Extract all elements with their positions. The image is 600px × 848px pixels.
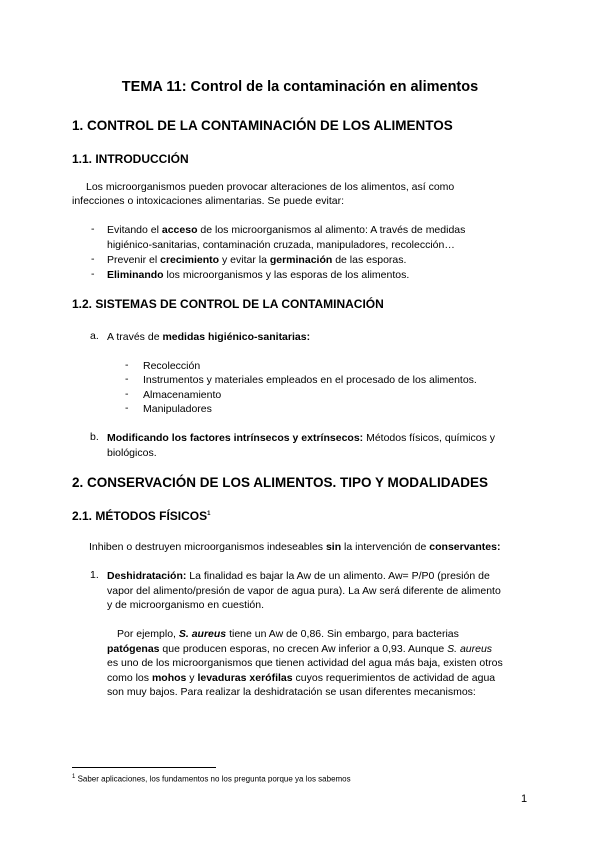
bullet-text: higiénico-sanitarias, contaminación cruzada, manipuladores, recolección… [107, 238, 455, 251]
section-1-1-heading: 1.1. INTRODUCCIÓN [72, 152, 189, 166]
paragraph-text: Inhiben o destruyen microorganismos indeseables [89, 541, 326, 553]
paragraph-text: son muy bajos. Para realizar la deshidratación se usan diferentes mecanismos: [107, 686, 476, 698]
paragraph-text: como los [107, 671, 152, 684]
sub-item-instrumentos: Instrumentos y materiales empleados en el procesado de los alimentos. [143, 374, 477, 386]
bullet-text: y evitar la [219, 254, 270, 266]
section-1-heading: 1. CONTROL DE LA CONTAMINACIÓN DE LOS ALIMENTOS [72, 118, 453, 133]
physical-methods-intro [89, 540, 500, 555]
bullet-text: Prevenir el [107, 254, 161, 266]
bold-term: patógenas [107, 642, 160, 655]
bullet-text: de los microorganismos al alimento: A través de medidas [197, 224, 466, 236]
footnote [72, 774, 351, 784]
bold-term: acceso [161, 224, 198, 236]
bullet-dash: - [91, 268, 95, 280]
bold-term: Eliminando [107, 269, 164, 281]
bullet-text: Evitando el [107, 224, 162, 236]
paragraph-text: que producen esporas, no crecen Aw inferior a 0,93. Aunque [159, 642, 448, 655]
example-paragraph [107, 627, 537, 700]
sub-bullet-dash: - [125, 359, 129, 371]
section-1-2-heading: 1.2. SISTEMAS DE CONTROL DE LA CONTAMINACIÓN [72, 297, 384, 311]
item-text: vapor del alimento/presión de vapor de agua pura). La Aw será diferente de alimento [107, 584, 501, 597]
bold-term: Modificando los factores intrínsecos y extrínsecos: [107, 432, 364, 444]
species-name: S. aureus [178, 628, 227, 640]
intro-paragraph-line-2: infecciones o intoxicaciones alimentarias. Se puede evitar: [72, 195, 344, 207]
section-2-heading: 2. CONSERVACIÓN DE LOS ALIMENTOS. TIPO Y MODALIDADES [72, 475, 489, 490]
paragraph-text: tiene un Aw de 0,86. Sin embargo, para bacterias [226, 628, 459, 640]
list-item-b [107, 431, 527, 460]
item-text: La finalidad es bajar la Aw de un alimento. Aw= P/P0 (presión de [186, 570, 490, 582]
bullet-item-growth [107, 253, 527, 268]
bold-term: sin [325, 541, 342, 553]
footnote-ref[interactable]: 1 [207, 511, 211, 517]
species-name: S. aureus [447, 642, 493, 655]
bullet-dash: - [91, 223, 95, 235]
bullet-item-access [107, 223, 527, 252]
list-item-a [107, 330, 527, 345]
paragraph-text: y [186, 671, 198, 684]
heading-text: 2.1. MÉTODOS FÍSICOS [72, 509, 208, 523]
sub-item-almacenamiento: Almacenamiento [143, 389, 222, 401]
bullet-dash: - [91, 253, 95, 265]
bullet-text: los microorganismos y las esporas de los alimentos. [163, 269, 410, 281]
bold-term: crecimiento [160, 254, 220, 266]
paragraph-text: es uno de los microorganismos que tienen actividad del agua más baja, existen otros [107, 657, 503, 669]
list-item-dehydration [107, 569, 527, 613]
footnote-separator [72, 767, 216, 768]
list-marker-b: b. [90, 431, 99, 443]
paragraph-text: cuyos requerimientos de actividad de agua [292, 671, 496, 684]
bold-term: conservantes: [429, 541, 501, 553]
bullet-text: de las esporas. [332, 254, 407, 266]
paragraph-text: la intervención de [341, 541, 430, 553]
item-text: A través de [107, 331, 163, 343]
bullet-item-eliminate [107, 268, 527, 283]
list-marker-a: a. [90, 330, 99, 342]
footnote-text: Saber aplicaciones, los fundamentos no los pregunta porque ya los sabemos [75, 774, 351, 784]
bold-term: mohos [151, 671, 187, 684]
sub-item-recoleccion: Recolección [143, 360, 201, 372]
item-text: y de microorganismo en cuestión. [107, 599, 264, 611]
paragraph-text: Por ejemplo, [117, 628, 179, 640]
sub-bullet-dash: - [125, 402, 129, 414]
sub-item-manipuladores: Manipuladores [143, 403, 212, 415]
list-marker-1: 1. [90, 569, 99, 581]
intro-paragraph-line-1: Los microorganismos pueden provocar alteraciones de los alimentos, así como [86, 181, 455, 193]
item-text: biológicos. [107, 446, 157, 459]
bold-term: levaduras xerófilas [197, 671, 293, 684]
sub-bullet-dash: - [125, 388, 129, 400]
page-number: 1 [521, 793, 528, 805]
footnote-marker: 1 [72, 774, 76, 780]
item-text: Métodos físicos, químicos y [363, 432, 496, 444]
bold-term: medidas higiénico-sanitarias: [162, 331, 311, 343]
bold-term: germinación [269, 254, 333, 266]
document-title: TEMA 11: Control de la contaminación en alimentos [121, 79, 479, 95]
sub-bullet-dash: - [125, 373, 129, 385]
section-2-1-heading [72, 509, 210, 523]
bold-term: Deshidratación: [107, 570, 187, 582]
